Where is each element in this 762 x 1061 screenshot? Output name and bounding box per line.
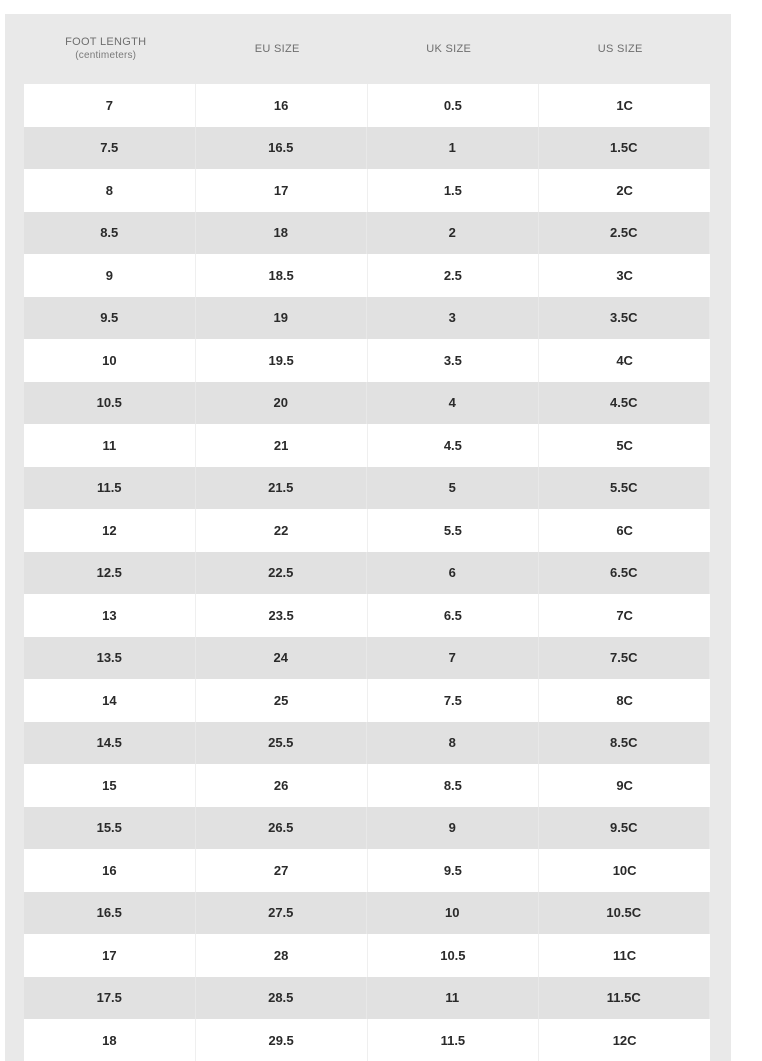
foot-length-cell: 12.5: [24, 552, 196, 595]
foot-length-cell: 13.5: [24, 637, 196, 680]
table-row: [24, 977, 710, 1020]
eu-size-cell: 19.5: [196, 339, 368, 382]
header-us-size: [535, 14, 707, 84]
header-uk-size-label: UK SIZE: [426, 43, 472, 55]
eu-size-cell: 22: [196, 509, 368, 552]
uk-size-cell: 11: [367, 977, 539, 1020]
header-foot-length-unit: (centimeters): [75, 50, 137, 61]
uk-size-cell: 4: [367, 382, 539, 425]
eu-size-cell: 28: [196, 934, 368, 977]
uk-size-cell: 5.5: [368, 509, 540, 552]
eu-size-cell: 28.5: [196, 977, 368, 1020]
eu-size-cell: 21.5: [196, 467, 368, 510]
uk-size-cell: 2: [367, 212, 539, 255]
eu-size-cell: 17: [196, 169, 368, 212]
eu-size-cell: 20: [196, 382, 368, 425]
eu-size-cell: 25.5: [196, 722, 368, 765]
table-row: [24, 1019, 710, 1061]
eu-size-cell: 27.5: [196, 892, 368, 935]
table-row: [24, 467, 710, 510]
table-row: [24, 807, 710, 850]
table-row: [24, 424, 710, 467]
foot-length-cell: 14: [24, 679, 196, 722]
foot-length-cell: 15: [24, 764, 196, 807]
foot-length-cell: 10: [24, 339, 196, 382]
uk-size-cell: 8: [367, 722, 539, 765]
foot-length-cell: 8: [24, 169, 196, 212]
eu-size-cell: 19: [196, 297, 368, 340]
us-size-cell: 11.5C: [539, 977, 711, 1020]
header-foot-length: [20, 14, 192, 84]
us-size-cell: 9.5C: [539, 807, 711, 850]
us-size-cell: 3C: [616, 267, 633, 283]
foot-length-cell: 13: [24, 594, 196, 637]
table-row: [24, 339, 710, 382]
foot-length-cell: 17: [24, 934, 196, 977]
us-size-cell: 4C: [616, 352, 633, 368]
table-row: [24, 127, 710, 170]
uk-size-cell: 6: [367, 552, 539, 595]
eu-size-cell: 16: [196, 84, 368, 127]
uk-size-cell: 7.5: [368, 679, 540, 722]
table-row: [24, 169, 710, 212]
foot-length-cell: 18: [24, 1019, 196, 1061]
uk-size-cell: 2.5: [368, 254, 540, 297]
us-size-cell: 1.5C: [539, 127, 711, 170]
us-size-cell: 6.5C: [539, 552, 711, 595]
eu-size-cell: 23.5: [196, 594, 368, 637]
uk-size-cell: 0.5: [368, 84, 540, 127]
table-row: [24, 637, 710, 680]
uk-size-cell: 11.5: [368, 1019, 540, 1061]
header-foot-length-label: FOOT LENGTH: [65, 36, 147, 48]
table-row: [24, 764, 710, 807]
eu-size-cell: 18: [196, 212, 368, 255]
uk-size-cell: 8.5: [368, 764, 540, 807]
eu-size-cell: 27: [196, 849, 368, 892]
uk-size-cell: 7: [367, 637, 539, 680]
foot-length-cell: 10.5: [24, 382, 196, 425]
header-eu-size-label: EU SIZE: [254, 43, 300, 55]
size-table: [24, 84, 710, 1061]
uk-size-cell: 6.5: [368, 594, 540, 637]
us-size-cell: 12C: [612, 1032, 637, 1048]
table-row: [24, 84, 710, 127]
uk-size-cell: 1: [367, 127, 539, 170]
table-row: [24, 254, 710, 297]
us-size-cell: 8C: [616, 692, 633, 708]
us-size-cell: 10.5C: [539, 892, 711, 935]
table-row: [24, 297, 710, 340]
foot-length-cell: 7: [24, 84, 196, 127]
foot-length-cell: 11.5: [24, 467, 196, 510]
foot-length-cell: 12: [24, 509, 196, 552]
us-size-cell: 8.5C: [539, 722, 711, 765]
us-size-cell: 7.5C: [539, 637, 711, 680]
foot-length-cell: 7.5: [24, 127, 196, 170]
table-header: [20, 14, 706, 84]
eu-size-cell: 29.5: [196, 1019, 368, 1061]
foot-length-cell: 17.5: [24, 977, 196, 1020]
us-size-cell: 11C: [613, 947, 637, 963]
eu-size-cell: 21: [196, 424, 368, 467]
table-row: [24, 552, 710, 595]
us-size-cell: 4.5C: [539, 382, 711, 425]
eu-size-cell: 26.5: [196, 807, 368, 850]
foot-length-cell: 9: [24, 254, 196, 297]
uk-size-cell: 10.5: [368, 934, 540, 977]
us-size-cell: 5.5C: [539, 467, 711, 510]
foot-length-cell: 15.5: [24, 807, 196, 850]
uk-size-cell: 9.5: [368, 849, 540, 892]
header-eu-size: [192, 14, 364, 84]
header-uk-size: [363, 14, 535, 84]
foot-length-cell: 9.5: [24, 297, 196, 340]
uk-size-cell: 3: [367, 297, 539, 340]
eu-size-cell: 18.5: [196, 254, 368, 297]
us-size-cell: 2.5C: [539, 212, 711, 255]
us-size-cell: 3.5C: [539, 297, 711, 340]
us-size-cell: 6C: [616, 522, 633, 538]
eu-size-cell: 24: [196, 637, 368, 680]
uk-size-cell: 10: [367, 892, 539, 935]
uk-size-cell: 4.5: [368, 424, 540, 467]
table-row: [24, 849, 710, 892]
uk-size-cell: 3.5: [368, 339, 540, 382]
us-size-cell: 5C: [616, 437, 633, 453]
foot-length-cell: 14.5: [24, 722, 196, 765]
foot-length-cell: 8.5: [24, 212, 196, 255]
uk-size-cell: 9: [367, 807, 539, 850]
us-size-cell: 9C: [616, 777, 633, 793]
header-us-size-label: US SIZE: [597, 43, 643, 55]
foot-length-cell: 16.5: [24, 892, 196, 935]
us-size-cell: 1C: [616, 97, 633, 113]
foot-length-cell: 11: [24, 424, 196, 467]
uk-size-cell: 5: [367, 467, 539, 510]
us-size-cell: 2C: [616, 182, 633, 198]
us-size-cell: 7C: [616, 607, 633, 623]
eu-size-cell: 22.5: [196, 552, 368, 595]
table-row: [24, 679, 710, 722]
table-row: [24, 722, 710, 765]
table-row: [24, 382, 710, 425]
eu-size-cell: 26: [196, 764, 368, 807]
eu-size-cell: 16.5: [196, 127, 368, 170]
us-size-cell: 10C: [612, 862, 637, 878]
table-row: [24, 934, 710, 977]
table-row: [24, 509, 710, 552]
uk-size-cell: 1.5: [368, 169, 540, 212]
table-row: [24, 594, 710, 637]
foot-length-cell: 16: [24, 849, 196, 892]
table-row: [24, 892, 710, 935]
eu-size-cell: 25: [196, 679, 368, 722]
table-row: [24, 212, 710, 255]
